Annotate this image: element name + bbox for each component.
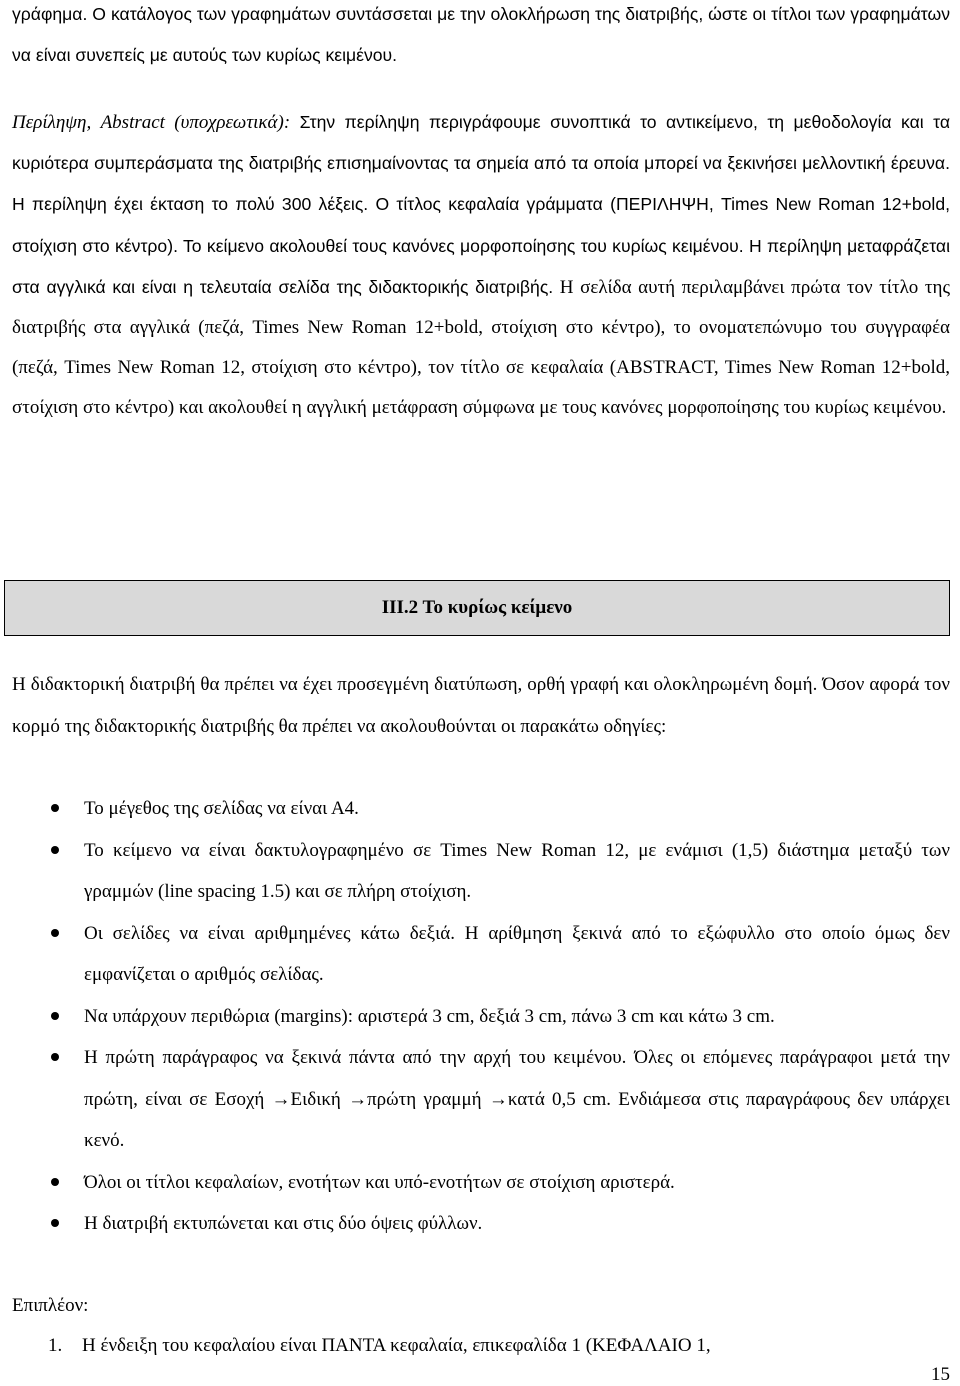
extra-title: Επιπλέον: — [12, 1295, 89, 1316]
numbered-item-text: Η ένδειξη του κεφαλαίου είναι ΠΑΝΤΑ κεφαλαία, επικεφαλίδα 1 (ΚΕΦΑΛΑΙΟ 1, — [82, 1335, 711, 1356]
list-item-text: Οι σελίδες να είναι αριθμημένες κάτω δεξιά. Η αρίθμηση ξεκινά από το εξώφυλλο στο οποίο όμως δεν εμφανίζεται ο αριθμός σελίδας. — [84, 922, 950, 985]
numbered-item-number: 1. — [48, 1335, 63, 1356]
list-item-text: Να υπάρχουν περιθώρια (margins): αριστερά 3 cm, δεξιά 3 cm, πάνω 3 cm και κάτω 3 cm. — [84, 1005, 775, 1027]
abstract-text-part2: Η σελίδα αυτή περιλαμβάνει πρώτα τον τίτλο της διατριβής στα αγγλικά (πεζά, Times New Roman 12+bold, στοίχιση στο κέντρο), το ονοματεπώνυμο του συγγραφέα (πεζά, Times New Roman 12, στοίχιση στο κέντρο), τον τίτλο σε κεφαλαία (ABSTRACT, Times New Roman 12+bold, στοίχιση στο κέντρο) και ακολουθεί η αγγλική μετάφραση σύμφωνα με τους κανόνες μορφοποίησης του κυρίως κειμένου. — [12, 276, 951, 419]
bullet-icon — [51, 1178, 59, 1186]
bullet-icon — [51, 1012, 59, 1020]
abstract-text-part1: Στην περίληψη περιγράφουμε συνοπτικά το αντικείμενο, τη μεθοδολογία και τα κυριότερα συμπεράσματα της διατριβής επισημαίνοντας τα σημεία από τα οποία μπορεί να ξεκινήσει μελλοντική έρευνα. Η περίληψη έχει έκταση το πολύ 300 λέξεις. Ο τίτλος κεφαλαία γράμματα (ΠΕΡΙΛΗΨΗ, Times New Roman 12+bold, στοίχιση στο κέντρο). Το κείμενο ακολουθεί τους κανόνες μορφοποίησης του κυρίως κειμένου. Η περίληψη μεταφράζεται στα αγγλικά και είναι η τελευταία σελίδα της διδακτορικής διατριβής. — [12, 112, 950, 297]
list-item — [0, 1037, 950, 1162]
paragraph-graph-list — [12, 0, 950, 76]
abstract-lead: Περίληψη, Abstract (υποχρεωτικά): — [12, 112, 291, 133]
guidelines-list — [0, 788, 950, 1245]
list-item-text: Το κείμενο να είναι δακτυλογραφημένο σε Times New Roman 12, με ενάμισι (1,5) διάστημα μεταξύ των γραμμών (line spacing 1.5) και σε πλήρη στοίχιση. — [84, 839, 950, 902]
list-item-text: Η πρώτη παράγραφος να ξεκινά πάντα από την αρχή του κειμένου. Όλες οι επόμενες παράγραφοι μετά την πρώτη, είναι σε Εσοχή →Ειδική →πρώτη γραμμή →κατά 0,5 cm. Ενδιάμεσα στις παραγράφους δεν υπάρχει κενό. — [84, 1047, 950, 1151]
bullet-icon — [51, 1219, 59, 1227]
bullet-icon — [51, 1053, 59, 1061]
list-item — [0, 1203, 950, 1245]
section-heading-box — [4, 580, 950, 636]
list-item-text: Η διατριβή εκτυπώνεται και στις δύο όψεις φύλλων. — [84, 1213, 483, 1234]
numbered-item — [48, 1326, 950, 1366]
bullet-icon — [51, 929, 59, 937]
bullet-icon — [51, 846, 59, 854]
bullet-icon — [51, 804, 59, 812]
section-heading: ΙΙΙ.2 Το κυρίως κείμενο — [381, 597, 573, 618]
list-item-text: Το μέγεθος της σελίδας να είναι Α4. — [84, 798, 359, 819]
list-item — [0, 830, 950, 913]
list-item-text: Όλοι οι τίτλοι κεφαλαίων, ενοτήτων και υπό-ενοτήτων σε στοίχιση αριστερά. — [84, 1171, 675, 1193]
graph-list-text: γράφημα. Ο κατάλογος των γραφημάτων συντάσσεται με την ολοκλήρωση της διατριβής, ώστε οι τίτλοι των γραφημάτων να είναι συνεπείς με αυτούς των κυρίως κειμένου. — [12, 4, 950, 65]
list-item — [0, 788, 950, 830]
paragraph-abstract — [12, 102, 950, 429]
list-item — [0, 1162, 950, 1204]
list-item — [0, 913, 950, 996]
intro-text: Η διδακτορική διατριβή θα πρέπει να έχει προσεγμένη διατύπωση, ορθή γραφή και ολοκληρωμένη δομή. Όσον αφορά τον κορμό της διδακτορικής διατριβής θα πρέπει να ακολουθούνται οι παρακάτω οδηγίες: — [12, 674, 950, 737]
paragraph-intro — [12, 664, 950, 747]
page-number: 15 — [931, 1364, 950, 1385]
list-item — [0, 996, 950, 1038]
